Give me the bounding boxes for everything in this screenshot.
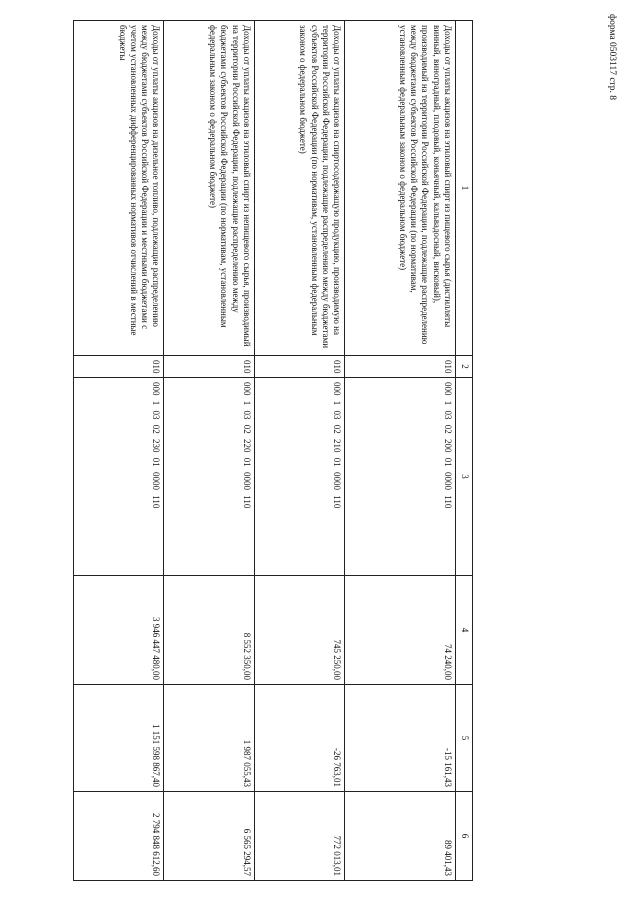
row-unexecuted-amount: 772 013,01 [254, 792, 344, 881]
row-executed-amount: 1 987 055,43 [164, 685, 254, 792]
rotated-page [73, 20, 473, 880]
row-description: Доходы от уплаты акцизов на этиловый спирт из непищевого сырья, производимый на территории Российской Федерации, подлежащие распределению между бюджетами субъектов Российской Федерации (по нормативам, установленным федеральным законом о федеральном бюджете) [164, 21, 254, 356]
row-line-code: 010 [345, 356, 456, 378]
column-header-2: 2 [456, 356, 473, 378]
row-description: Доходы от уплаты акцизов на спиртосодержащую продукцию, производимую на территории Российской Федерации, подлежащие распределению между бюджетами субъектов Российской Федерации (по нормативам, установленным федеральным законом о федеральном бюджете) [254, 21, 344, 356]
column-header-5: 5 [456, 685, 473, 792]
table-row [254, 21, 344, 881]
row-description: Доходы от уплаты акцизов на дизельное топливо, подлежащие распределению между бюджетами субъектов Российской Федерации и местными бюджетами с учетом установленных дифференцированных нормативов отчислений в местные бюджеты [74, 21, 164, 356]
row-executed-amount: 1 151 598 867,40 [74, 685, 164, 792]
column-header-3: 3 [456, 378, 473, 576]
row-kbk-code: 000 1 03 02 220 01 0000 110 [164, 378, 254, 576]
table-row [345, 21, 456, 881]
row-unexecuted-amount: 2 794 848 612,60 [74, 792, 164, 881]
row-description: Доходы от уплаты акцизов на этиловый спирт из пищевого сырья (дистилляты винный, виноградный, плодовый, коньячный, кальвадосный, висковый), производимый на территории Российской Федерации, подлежащие распределению между бюджетами субъектов Российской Федерации (по нормативам, установленным федеральным законом о федеральном бюджете) [345, 21, 456, 356]
column-header-6: 6 [456, 792, 473, 881]
table-row [164, 21, 254, 881]
row-line-code: 010 [74, 356, 164, 378]
row-approved-amount: 745 250,00 [254, 576, 344, 685]
row-kbk-code: 000 1 03 02 210 01 0000 110 [254, 378, 344, 576]
row-approved-amount: 74 240,00 [345, 576, 456, 685]
row-kbk-code: 000 1 03 02 230 01 0000 110 [74, 378, 164, 576]
column-header-4: 4 [456, 576, 473, 685]
table-row [74, 21, 164, 881]
form-label-container [605, 14, 619, 154]
row-line-code: 010 [254, 356, 344, 378]
column-header-1: 1 [456, 21, 473, 356]
row-unexecuted-amount: 6 565 294,57 [164, 792, 254, 881]
column-number-row [456, 21, 473, 881]
row-approved-amount: 8 552 350,00 [164, 576, 254, 685]
budget-revenue-table [73, 20, 473, 881]
row-executed-amount: -15 161,43 [345, 685, 456, 792]
row-approved-amount: 3 946 447 480,00 [74, 576, 164, 685]
row-executed-amount: -26 763,01 [254, 685, 344, 792]
row-unexecuted-amount: 89 401,43 [345, 792, 456, 881]
form-label: форма 0503117 стр. 8 [607, 14, 617, 101]
row-kbk-code: 000 1 03 02 200 01 0000 110 [345, 378, 456, 576]
row-line-code: 010 [164, 356, 254, 378]
